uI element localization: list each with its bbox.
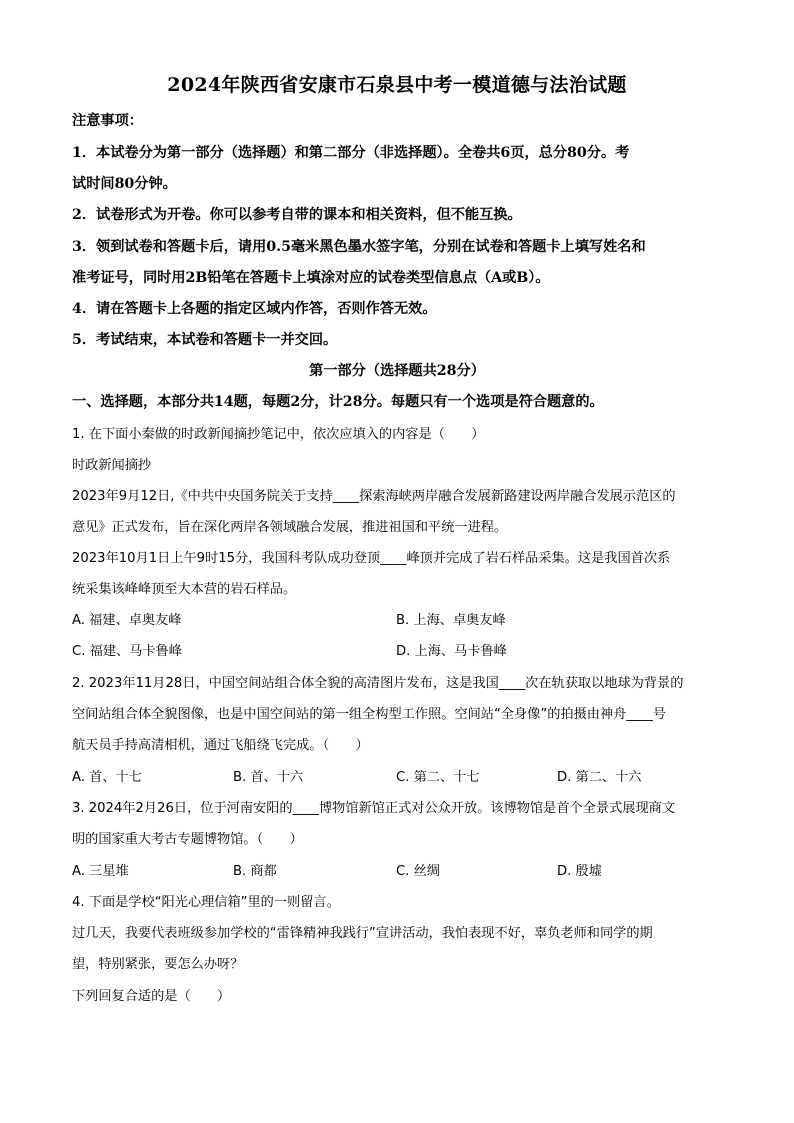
notice-item-1: 1．本试卷分为第一部分（选择题）和第二部分（非选择题）。全卷共6页，总分80分。考 bbox=[72, 145, 630, 161]
q1-para2-cont: 统采集该峰峰顶至大本营的岩石样品。 bbox=[72, 582, 297, 597]
q2-option-c: C. 第二、十七 bbox=[396, 770, 480, 785]
q1-stem: 1. 在下面小秦做的时政新闻摘抄笔记中，依次应填入的内容是（ ） bbox=[72, 427, 485, 442]
part1-heading: 第一部分（选择题共28分） bbox=[309, 363, 485, 379]
notice-item-3-cont: 准考证号，同时用2B铅笔在答题卡上填涂对应的试卷类型信息点（A或B）。 bbox=[72, 270, 550, 286]
q4-line-1: 4. 下面是学校“阳光心理信箱”里的一则留言。 bbox=[72, 895, 340, 910]
q1-option-b: B. 上海、卓奥友峰 bbox=[396, 613, 506, 628]
q2-line-2: 空间站组合体全貌图像，也是中国空间站的第一组全构型工作照。空间站“全身像”的拍摄由神舟____号 bbox=[72, 707, 666, 722]
q4-line-4: 下列回复合适的是（ ） bbox=[72, 989, 231, 1004]
notice-item-5: 5．考试结束，本试卷和答题卡一并交回。 bbox=[72, 332, 338, 348]
q2-line-1: 2. 2023年11月28日，中国空间站组合体全貌的高清图片发布，这是我国____次在轨获取以地球为背景的 bbox=[72, 676, 684, 691]
notice-item-1-cont: 试时间80分钟。 bbox=[72, 176, 177, 192]
q1-para2: 2023年10月1日上午9时15分，我国科考队成功登顶____峰顶并完成了岩石样品采集。这是我国首次系 bbox=[72, 551, 671, 566]
q3-option-d: D. 殷墟 bbox=[557, 864, 602, 879]
notice-item-2: 2．试卷形式为开卷。你可以参考自带的课本和相关资料，但不能互换。 bbox=[72, 207, 522, 223]
q1-option-a: A. 福建、卓奥友峰 bbox=[72, 613, 182, 628]
q1-option-d: D. 上海、马卡鲁峰 bbox=[396, 644, 507, 659]
q2-option-b: B. 首、十六 bbox=[233, 770, 304, 785]
q1-para1: 2023年9月12日,《中共中央国务院关于支持____探索海峡两岸融合发展新路建设两岸融合发展示范区的 bbox=[72, 489, 676, 504]
notice-item-4: 4．请在答题卡上各题的指定区域内作答，否则作答无效。 bbox=[72, 301, 437, 317]
q2-option-a: A. 首、十七 bbox=[72, 770, 142, 785]
q4-line-3: 望，特别紧张，要怎么办呀？ bbox=[72, 957, 244, 972]
q3-option-c: C. 丝绸 bbox=[396, 864, 440, 879]
q3-option-a: A. 三星堆 bbox=[72, 864, 129, 879]
q3-option-b: B. 商都 bbox=[233, 864, 277, 879]
q1-para1-cont: 意见》正式发布，旨在深化两岸各领域融合发展，推进祖国和平统一进程。 bbox=[72, 520, 508, 535]
exam-title: 2024年陕西省安康市石泉县中考一模道德与法治试题 bbox=[167, 74, 627, 96]
q1-option-c: C. 福建、马卡鲁峰 bbox=[72, 644, 182, 659]
section-heading: 一、选择题，本部分共14题，每题2分，计28分。每题只有一个选项是符合题意的。 bbox=[72, 394, 604, 410]
q4-line-2: 过几天，我要代表班级参加学校的“雷锋精神我践行”宣讲活动，我怕表现不好，辜负老师和同学的期 bbox=[72, 926, 653, 941]
notice-heading: 注意事项： bbox=[72, 113, 143, 129]
q2-option-d: D. 第二、十六 bbox=[557, 770, 642, 785]
q3-line-1: 3. 2024年2月26日，位于河南安阳的____博物馆新馆正式对公众开放。该博物馆是首个全景式展现商文 bbox=[72, 801, 676, 816]
q3-line-2: 明的国家重大考古专题博物馆。（ ） bbox=[72, 832, 303, 847]
q2-line-3: 航天员手持高清相机，通过飞船绕飞完成。（ ） bbox=[72, 738, 369, 753]
q1-subtitle: 时政新闻摘抄 bbox=[72, 458, 152, 473]
notice-item-3: 3．领到试卷和答题卡后，请用0.5毫米黑色墨水签字笔，分别在试卷和答题卡上填写姓名和 bbox=[72, 239, 646, 255]
